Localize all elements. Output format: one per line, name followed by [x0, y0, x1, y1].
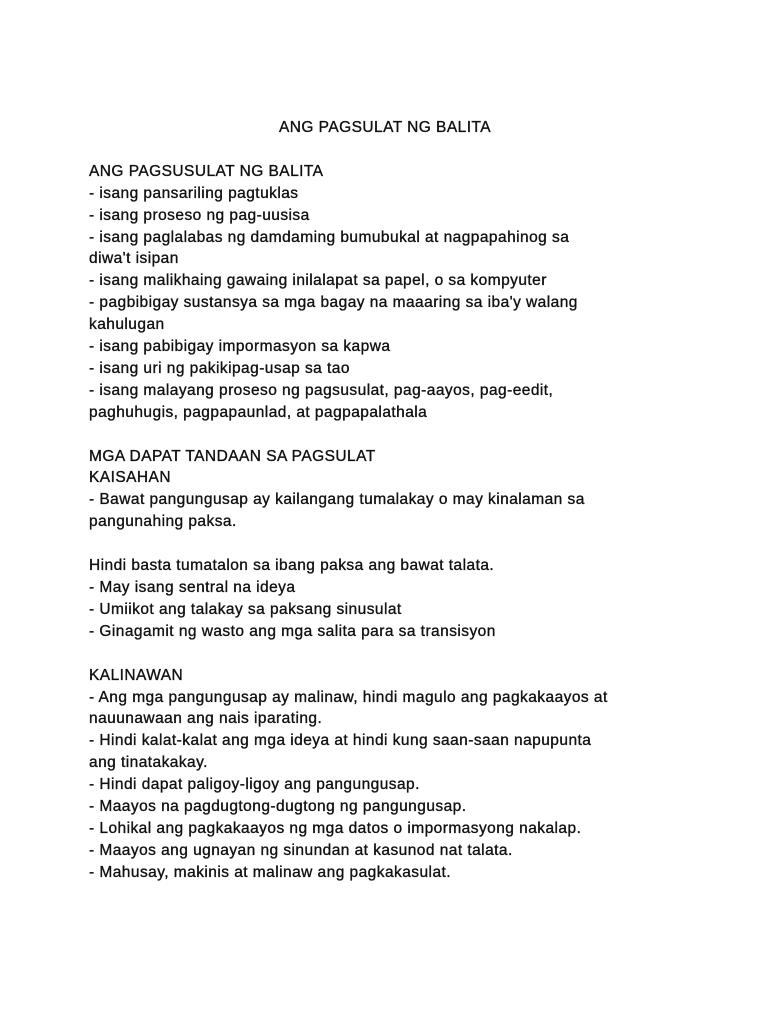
text-line: - pagbibigay sustansya sa mga bagay na maaaring sa iba'y walang [89, 294, 578, 312]
text-line: - isang pabibigay impormasyon sa kapwa [89, 338, 391, 356]
section-dapat-tandaan [89, 446, 729, 534]
text-line: - May isang sentral na ideya [89, 578, 296, 596]
text-line: diwa't isipan [89, 250, 179, 268]
text-line: - isang uri ng pakikipag-usap sa tao [89, 359, 350, 377]
text-line: - Mahusay, makinis at malinaw ang pagkakasulat. [89, 863, 452, 881]
text-line: - isang paglalabas ng damdaming bumubukal at nagpapahinog sa [89, 228, 570, 246]
text-line: - Maayos ang ugnayan ng sinundan at kasunod nat talata. [89, 841, 513, 859]
text-line: - Umiikot ang talakay sa paksang sinusulat [89, 600, 402, 618]
section-heading: ANG PAGSUSULAT NG BALITA [89, 162, 324, 180]
text-line: - isang proseso ng pag-uusisa [89, 206, 310, 224]
text-line: paghuhugis, pagpapaunlad, at pagpapalathala [89, 403, 428, 421]
text-line: Hindi basta tumatalon sa ibang paksa ang bawat talata. [89, 557, 495, 575]
text-line: - Ang mga pangungusap ay malinaw, hindi magulo ang pagkakaayos at [89, 688, 608, 706]
text-line: - isang malayang proseso ng pagsusulat, pag-aayos, pag-eedit, [89, 381, 554, 399]
text-line: - Maayos na pagdugtong-dugtong ng pangungusap. [89, 798, 467, 816]
text-line: nauunawaan ang nais iparating. [89, 710, 323, 728]
document-title: ANG PAGSULAT NG BALITA [278, 119, 492, 136]
blank-line [89, 643, 729, 665]
text-line: - Bawat pangungusap ay kailangang tumalakay o may kinalaman sa [89, 491, 585, 509]
section-heading: KALINAWAN [89, 666, 184, 684]
section-talata [89, 555, 729, 643]
section-kalinawan [89, 665, 729, 884]
text-line: ang tinatakakay. [89, 754, 208, 772]
blank-line [89, 424, 729, 446]
text-line: pangunahing paksa. [89, 513, 237, 531]
text-line: - Hindi kalat-kalat ang mga ideya at hindi kung saan-saan napupunta [89, 732, 592, 750]
text-line: - Lohikal ang pagkakaayos ng mga datos o impormasyong nakalap. [89, 819, 582, 837]
section-pagsusulat [89, 161, 729, 424]
document-body [89, 117, 729, 884]
text-line: kahulugan [89, 316, 165, 334]
blank-line [89, 533, 729, 555]
section-heading: MGA DAPAT TANDAAN SA PAGSULAT [89, 447, 376, 465]
text-line: - isang malikhaing gawaing inilalapat sa papel, o sa kompyuter [89, 272, 547, 290]
subheading-kaisahan: KAISAHAN [89, 469, 171, 487]
blank-line [89, 139, 729, 161]
text-line: - isang pansariling pagtuklas [89, 184, 299, 202]
text-line: - Ginagamit ng wasto ang mga salita para sa transisyon [89, 622, 496, 640]
text-line: - Hindi dapat paligoy-ligoy ang pangungusap. [89, 776, 420, 794]
